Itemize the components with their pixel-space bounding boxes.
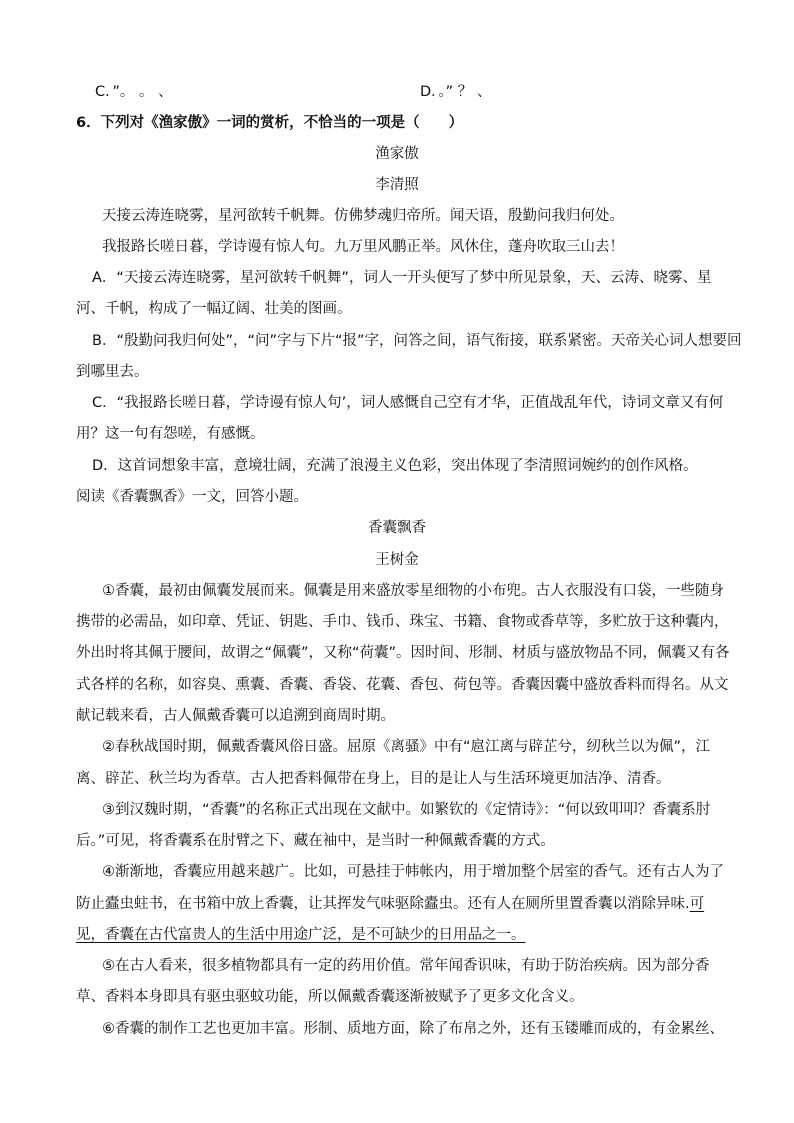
- option-a-line-1: A．“天接云涛连晓雾，星河欲转千帆舞”，词人一开头便写了梦中所见景象，天、云涛、晓雾、星: [92, 270, 712, 286]
- paragraph-1-line-2: 携带的必需品，如印章、凭证、钥匙、手巾、钱币、珠宝、书籍、食物或香草等，多贮放于这种囊内，: [76, 614, 729, 630]
- paragraph-1-line-3: 外出时将其佩于腰间，故谓之“佩囊”，又称“荷囊”。因时间、形制、材质与盛放物品不同，佩囊又有各: [76, 645, 730, 661]
- option-d-line-1: D．这首词想象丰富，意境壮阔，充满了浪漫主义色彩，突出体现了李清照词婉约的创作风格。: [92, 458, 698, 474]
- paragraph-4-line-3: 见，香囊在古代富贵人的生活中用途广泛，是不可缺少的日用品之一。: [76, 927, 526, 943]
- poem-author: 李清照: [375, 177, 419, 193]
- paragraph-5-line-2: 草、香料本身即具有驱虫驱蚊功能，所以佩戴香囊逐渐被赋予了更多文化含义。: [76, 989, 584, 1005]
- underlined-sentence-start: 可: [689, 896, 705, 912]
- paragraph-2-line-2: 离、辟芷、秋兰均为香草。古人把香料佩带在身上，目的是让人与生活环境更加洁净、清香。: [76, 771, 671, 787]
- paragraph-4-line-2: [76, 894, 704, 914]
- question-6-stem: 6．下列对《渔家傲》一词的赏析，不恰当的一项是（ ）: [76, 115, 464, 131]
- option-c-line-2: 用？这一句有怨嗟，有感慨。: [76, 426, 265, 442]
- paragraph-2-line-1: ②春秋战国时期，佩戴香囊风俗日盛。屈原《离骚》中有“扈江离与辟芷兮，纫秋兰以为佩”，江: [102, 739, 711, 755]
- option-b-line-1: B．“殷勤问我归何处”，“问”字与下片“报”字，问答之间，语气衔接，联系紧密。天帝关心词人想要回: [92, 333, 742, 349]
- article-author: 王树金: [375, 552, 419, 568]
- option-a-line-2: 河、千帆，构成了一幅辽阔、壮美的图画。: [76, 301, 352, 317]
- paragraph-6-line-1: ⑥香囊的制作工艺也更加丰富。形制、质地方面，除了布帛之外，还有玉镂雕而成的，有金累丝、: [102, 1021, 724, 1037]
- option-c: C．”。 。 、: [95, 84, 173, 100]
- poem-title: 渔家傲: [375, 146, 419, 162]
- article-title: 香囊飘香: [368, 520, 426, 536]
- poem-line-2: 我报路长嗟日暮，学诗谩有惊人句。九万里风鹏正举。风休住，蓬舟吹取三山去！: [102, 239, 624, 255]
- paragraph-4-line-1: ④渐渐地，香囊应用越来越广。比如，可悬挂于帏帐内，用于增加整个居室的香气。还有古人为了: [102, 864, 724, 880]
- paragraph-4-text: 防止蠹虫蛀书，在书箱中放上香囊，让其挥发气味驱除蠹虫。还有人在厕所里置香囊以消除异味.: [76, 896, 690, 912]
- paragraph-1-line-1: ①香囊，最初由佩囊发展而来。佩囊是用来盛放零星细物的小布兜。古人衣服没有口袋，一些随身: [102, 583, 724, 599]
- paragraph-1-line-4: 式各样的名称，如容臭、熏囊、香囊、香袋、花囊、香包、荷包等。香囊因囊中盛放香料而得名。从文: [76, 677, 729, 693]
- poem-line-1: 天接云涛连晓雾，星河欲转千帆舞。仿佛梦魂归帝所。闻天语，殷勤问我归何处。: [102, 208, 624, 224]
- reading-intro: 阅读《香囊飘香》一文，回答小题。: [76, 489, 308, 505]
- paragraph-3-line-1: ③到汉魏时期，“香囊”的名称正式出现在文献中。如繁钦的《定情诗》：“何以致叩叩？香囊系肘: [102, 802, 711, 818]
- option-b-line-2: 到哪里去。: [76, 364, 149, 380]
- paragraph-5-line-1: ⑤在古人看来，很多植物都具有一定的药用价值。常年闻香识味，有助于防治疾病。因为部分香: [102, 958, 710, 974]
- option-c-line-1: C．“我报路长嗟日暮，学诗谩有惊人句’，词人感慨自己空有才华，正值战乱年代，诗词文章又有何: [92, 395, 724, 411]
- paragraph-3-line-2: 后。”可见，将香囊系在肘臂之下、藏在袖中，是当时一种佩戴香囊的方式。: [76, 833, 555, 849]
- option-d: D．。” ？ 、: [420, 84, 492, 100]
- paragraph-1-line-5: 献记载来看，古人佩戴香囊可以追溯到商周时期。: [76, 708, 395, 724]
